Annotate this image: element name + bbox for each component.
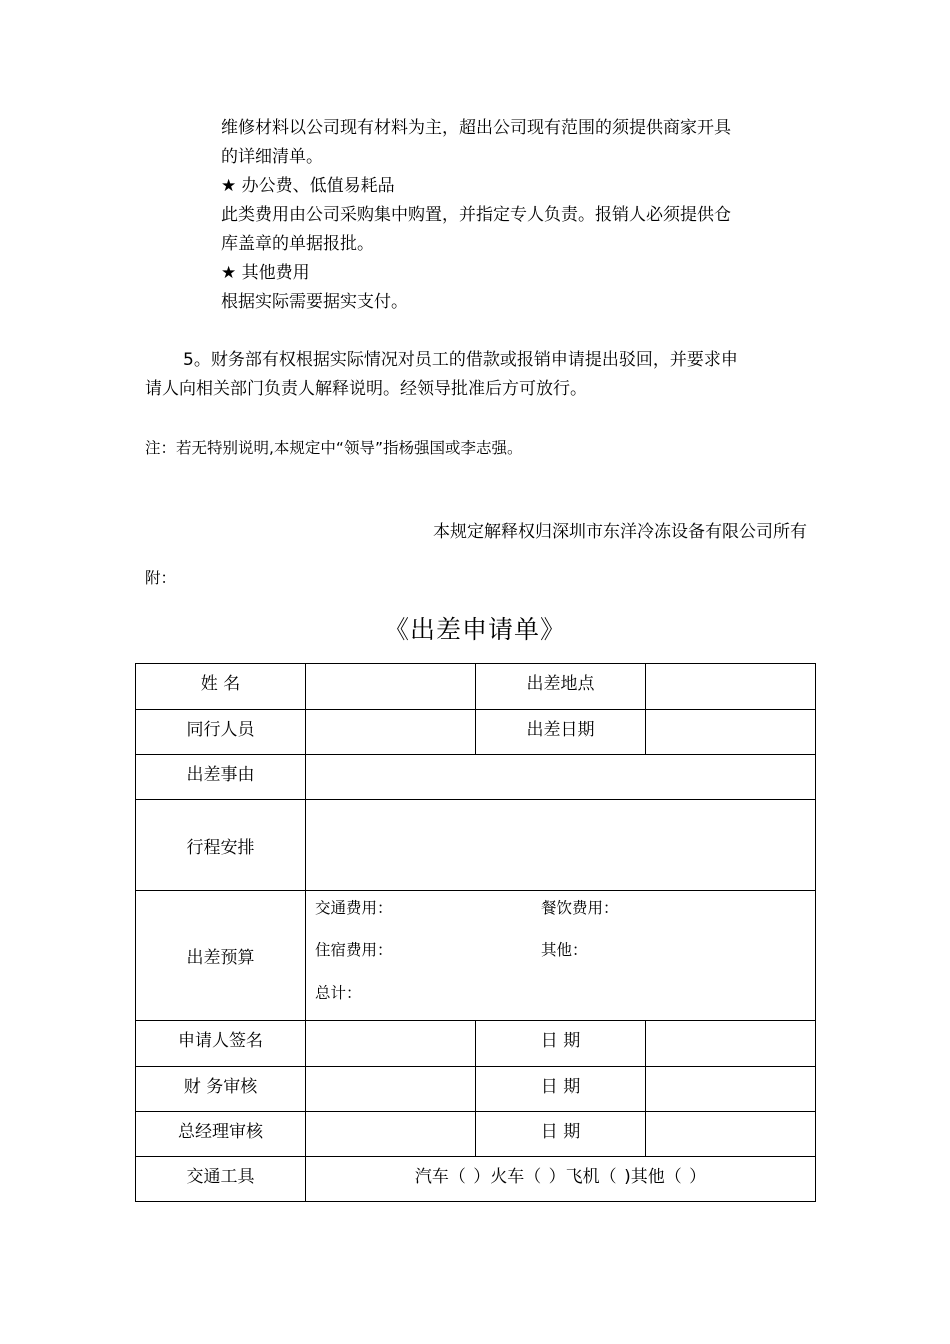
paragraph-line: 根据实际需要据实支付。: [221, 292, 408, 312]
paragraph-line: 库盖章的单据报批。: [221, 234, 374, 254]
date-label: 日 期: [476, 1021, 646, 1067]
applicant-date-field[interactable]: [646, 1021, 816, 1067]
budget-field[interactable]: [306, 891, 816, 1021]
paragraph-line: 维修材料以公司现有材料为主，超出公司现有范围的须提供商家开具: [221, 118, 731, 138]
itinerary-label: 行程安排: [136, 800, 306, 891]
meal-fee-label: 餐饮费用：: [541, 899, 619, 917]
gm-review-field[interactable]: [306, 1112, 476, 1157]
copyright-statement: 本规定解释权归深圳市东洋冷冻设备有限公司所有: [433, 522, 807, 542]
paragraph-line: 此类费用由公司采购集中购置，并指定专人负责。报销人必须提供仓: [221, 205, 731, 225]
gm-review-label: 总经理审核: [136, 1112, 306, 1157]
applicant-signature-field[interactable]: [306, 1021, 476, 1067]
reason-field[interactable]: [306, 755, 816, 800]
travel-date-field[interactable]: [646, 710, 816, 755]
total-fee-label: 总计：: [315, 984, 362, 1002]
paragraph-line: 5。财务部有权根据实际情况对员工的借款或报销申请提出驳回，并要求申: [183, 350, 738, 370]
other-fee-label: 其他：: [541, 941, 588, 959]
finance-review-field[interactable]: [306, 1067, 476, 1112]
reason-label: 出差事由: [136, 755, 306, 800]
note-text: 注：若无特别说明,本规定中“领导”指杨强国或李志强。: [145, 439, 523, 457]
form-title: 《出差申请单》: [383, 615, 566, 644]
paragraph-line: 的详细清单。: [221, 147, 323, 167]
bullet-heading: ★ 办公费、低值易耗品: [221, 176, 395, 196]
name-field[interactable]: [306, 664, 476, 710]
appendix-label: 附：: [145, 569, 177, 587]
paragraph-line: 请人向相关部门负责人解释说明。经领导批准后方可放行。: [145, 379, 587, 399]
travel-date-label: 出差日期: [476, 710, 646, 755]
finance-review-label: 财 务审核: [136, 1067, 306, 1112]
gm-date-field[interactable]: [646, 1112, 816, 1157]
date-label: 日 期: [476, 1112, 646, 1157]
finance-date-field[interactable]: [646, 1067, 816, 1112]
budget-label: 出差预算: [136, 891, 306, 1021]
applicant-signature-label: 申请人签名: [136, 1021, 306, 1067]
companions-label: 同行人员: [136, 710, 306, 755]
companions-field[interactable]: [306, 710, 476, 755]
itinerary-field[interactable]: [306, 800, 816, 891]
bullet-heading: ★ 其他费用: [221, 263, 310, 283]
vehicle-options[interactable]: 汽车（ ）火车（ ）飞机（ )其他（ ）: [306, 1157, 816, 1202]
travel-request-form: [135, 663, 816, 1202]
name-label: 姓 名: [136, 664, 306, 710]
vehicle-label: 交通工具: [136, 1157, 306, 1202]
location-field[interactable]: [646, 664, 816, 710]
location-label: 出差地点: [476, 664, 646, 710]
transport-fee-label: 交通费用：: [315, 899, 393, 917]
lodging-fee-label: 住宿费用：: [315, 941, 393, 959]
date-label: 日 期: [476, 1067, 646, 1112]
